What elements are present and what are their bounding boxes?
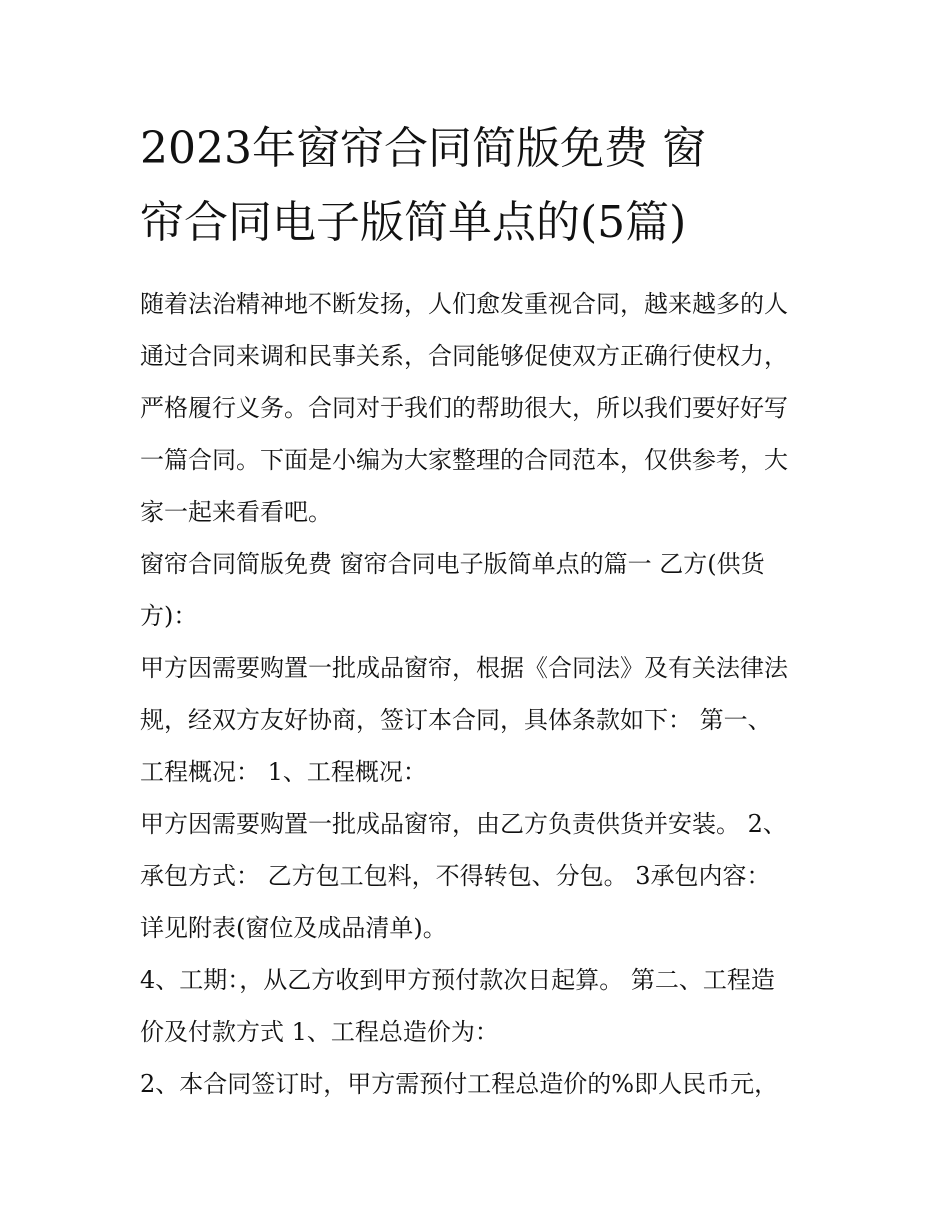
body-line: 甲方因需要购置一批成品窗帘，由乙方负责供货并安装。 2、	[140, 810, 787, 838]
body-line: 甲方因需要购置一批成品窗帘，根据《合同法》及有关法律法	[140, 654, 788, 682]
body-line: 严格履行义务。合同对于我们的帮助很大，所以我们要好好写	[140, 394, 788, 422]
body-line: 随着法治精神地不断发扬，人们愈发重视合同，越来越多的人	[140, 290, 788, 318]
body-line: 一篇合同。下面是小编为大家整理的合同范本，仅供参考，大	[140, 446, 788, 474]
title-line: 2023年窗帘合同简版免费 窗	[140, 123, 706, 174]
body-line: 家一起来看看吧。	[140, 498, 332, 526]
document-body	[140, 278, 820, 1110]
body-line: 详见附表(窗位及成品清单)。	[140, 914, 447, 942]
body-line: 方)：	[140, 602, 198, 630]
body-line: 工程概况： 1、工程概况：	[140, 758, 427, 786]
body-line: 2、本合同签订时，甲方需预付工程总造价的%即人民币元，	[140, 1070, 779, 1098]
body-line: 价及付款方式 1、工程总造价为：	[140, 1018, 499, 1046]
body-line: 窗帘合同简版免费 窗帘合同电子版简单点的篇一 乙方(供货	[140, 550, 765, 578]
body-line: 承包方式： 乙方包工包料，不得转包、分包。 3承包内容：	[140, 862, 771, 890]
body-line: 4、工期：，从乙方收到甲方预付款次日起算。 第二、工程造	[140, 966, 775, 994]
document-title	[140, 112, 820, 260]
body-line: 通过合同来调和民事关系，合同能够促使双方正确行使权力，	[140, 342, 788, 370]
title-line: 帘合同电子版简单点的(5篇)	[140, 197, 687, 248]
body-line: 规，经双方友好协商，签订本合同，具体条款如下： 第一、	[140, 706, 772, 734]
